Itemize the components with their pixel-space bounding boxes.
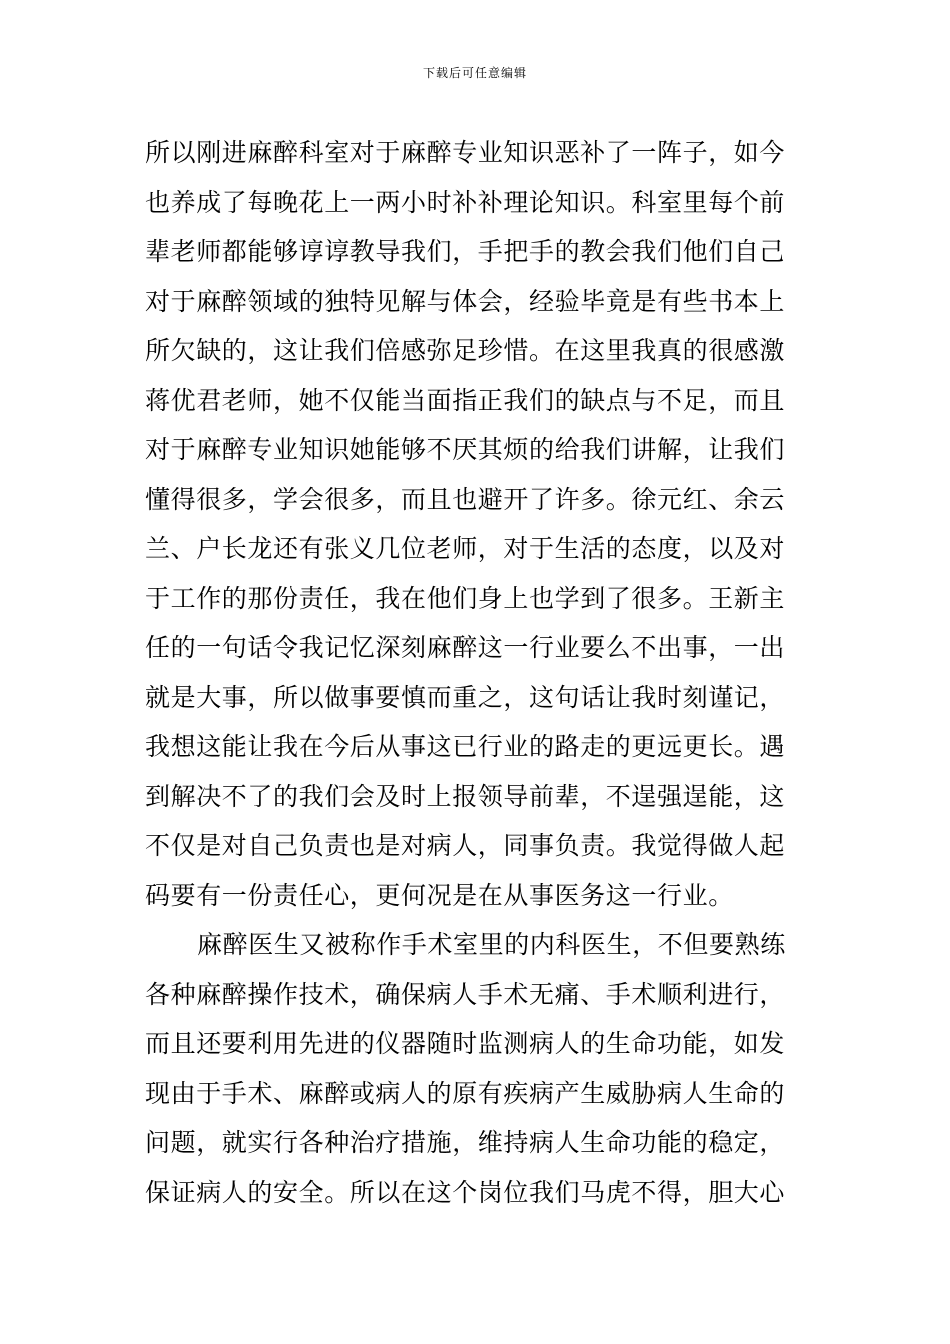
text-line: 所以刚进麻醉科室对于麻醉专业知识恶补了一阵子，如今 (145, 138, 786, 167)
text-line: 我想这能让我在今后从事这已行业的路走的更远更长。遇 (145, 732, 786, 761)
text-line: 对于麻醉专业知识她能够不厌其烦的给我们讲解，让我们 (145, 435, 786, 464)
text-line: 所欠缺的，这让我们倍感弥足珍惜。在这里我真的很感激 (145, 336, 786, 365)
document-body (145, 128, 815, 1217)
text-line: 保证病人的安全。所以在这个岗位我们马虎不得，胆大心 (145, 1177, 786, 1207)
text-line: 于工作的那份责任，我在他们身上也学到了很多。王新主 (145, 583, 786, 613)
text-line: 懂得很多，学会很多，而且也避开了许多。徐元红、余云 (145, 484, 786, 514)
text-line: 不仅是对自己负责也是对病人，同事负责。我觉得做人起 (145, 831, 786, 860)
page-header: 下载后可任意编辑 (422, 66, 527, 80)
paragraph-start-line: 麻醉医生又被称作手术室里的内科医生，不但要熟练 (197, 930, 786, 959)
text-line: 到解决不了的我们会及时上报领导前辈，不逞强逞能，这 (145, 781, 786, 811)
text-line: 任的一句话令我记忆深刻麻醉这一行业要么不出事，一出 (145, 633, 786, 662)
text-line: 蒋优君老师，她不仅能当面指正我们的缺点与不足，而且 (145, 385, 786, 415)
text-line: 各种麻醉操作技术，确保病人手术无痛、手术顺利进行， (145, 979, 786, 1009)
text-line: 兰、户长龙还有张义几位老师，对于生活的态度，以及对 (145, 534, 786, 563)
text-line: 就是大事，所以做事要慎而重之，这句话让我时刻谨记， (145, 682, 786, 712)
text-line: 辈老师都能够谆谆教导我们，手把手的教会我们他们自己 (145, 237, 786, 266)
text-line: 问题，就实行各种治疗措施，维持病人生命功能的稳定， (145, 1128, 786, 1157)
text-line: 码要有一份责任心，更何况是在从事医务这一行业。 (145, 880, 734, 910)
text-line: 对于麻醉领域的独特见解与体会，经验毕竟是有些书本上 (145, 286, 786, 316)
text-line: 现由于手术、麻醉或病人的原有疾病产生威胁病人生命的 (145, 1078, 786, 1108)
text-line: 也养成了每晚花上一两小时补补理论知识。科室里每个前 (145, 187, 786, 217)
text-line: 而且还要利用先进的仪器随时监测病人的生命功能，如发 (145, 1029, 786, 1058)
